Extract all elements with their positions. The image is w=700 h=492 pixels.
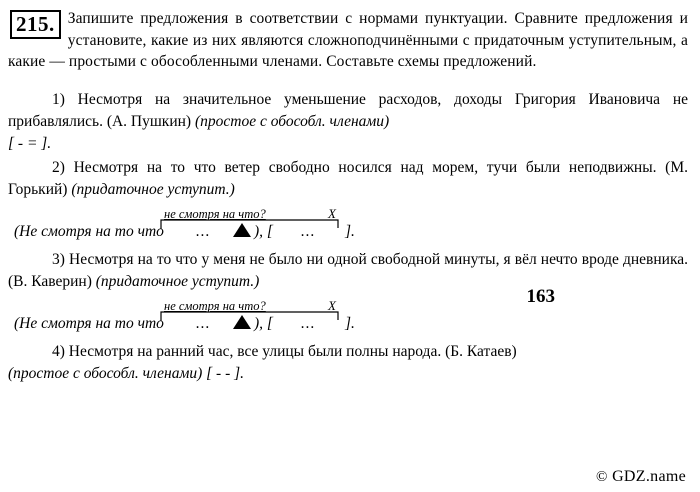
- list-item: [8, 249, 688, 339]
- item-1-note: (простое с обособл. членами): [194, 112, 390, 130]
- item-3-note: (придаточное уступит.): [95, 272, 260, 290]
- item-1-scheme: [ - = ].: [8, 134, 52, 152]
- scheme-dots-2: ...: [301, 314, 316, 332]
- item-3-scheme: [8, 295, 688, 339]
- item-2-scheme: [8, 203, 688, 247]
- scheme-dots-1: ...: [196, 314, 211, 332]
- scheme-dots-2: ...: [301, 222, 316, 240]
- scheme-left-bracket: (Не смотря на то что: [14, 314, 164, 332]
- item-4-text: 4) Несмотря на ранний час, все улицы были полны народа. (Б. Катаев): [52, 342, 517, 360]
- footer-watermark: [596, 468, 686, 486]
- list-item: [8, 89, 688, 155]
- exercise-header: [8, 8, 688, 73]
- exercise-number: 215.: [10, 10, 61, 39]
- item-4-note: (простое с обособл. членами): [8, 364, 203, 382]
- exercise-intro-text: Запишите предложения в соответствии с нормами пунктуации. Сравните предложения и установите, какие из них являются сложноподчинёнными с придаточным уступительным, а какие — простыми с обособленными членами. Составьте схемы предложений.: [8, 10, 688, 70]
- scheme-middle-bracket: ), [: [254, 222, 273, 240]
- scheme-dots-1: ...: [196, 222, 211, 240]
- scheme-left-bracket: (Не смотря на то что: [14, 222, 164, 240]
- item-2-note: (придаточное уступит.): [71, 180, 235, 198]
- item-2-text: 2) Несмотря на то что ветер свободно носился над морем, тучи были неподвижны. (М. Горький): [8, 158, 688, 198]
- scheme-triangle-icon: [233, 315, 251, 329]
- item-3-paragraph: [8, 249, 688, 293]
- list-item: [8, 157, 688, 247]
- copyright-symbol: ©: [596, 469, 608, 485]
- scheme-question-label: не смотря на что?: [164, 298, 266, 313]
- item-4-note-scheme: [8, 363, 688, 385]
- scheme-question-label: не смотря на что?: [164, 206, 266, 221]
- item-3-text: 3) Несмотря на то что у меня не было ни одной свободной минуты, я вёл нечто вроде дневника. (В. Каверин): [8, 250, 688, 290]
- scheme-triangle-icon: [233, 223, 251, 237]
- exercise-items: [8, 89, 688, 385]
- scheme-right-bracket: ].: [345, 222, 355, 240]
- scheme-x-marker: X: [328, 297, 336, 313]
- page-number: 163: [526, 286, 555, 307]
- item-1-paragraph: [8, 89, 688, 133]
- item-1-text: 1) Несмотря на значительное уменьшение расходов, доходы Григория Ивановича не прибавлялись. (А. Пушкин): [8, 90, 688, 130]
- scheme-x-marker: X: [328, 205, 336, 221]
- scheme-middle-bracket: ), [: [254, 314, 273, 332]
- item-4-paragraph: [8, 341, 688, 363]
- scheme-right-bracket: ].: [345, 314, 355, 332]
- site-name: GDZ.name: [612, 468, 686, 485]
- item-2-paragraph: [8, 157, 688, 201]
- item-4-scheme: [ - - ].: [206, 364, 245, 382]
- list-item: [8, 341, 688, 385]
